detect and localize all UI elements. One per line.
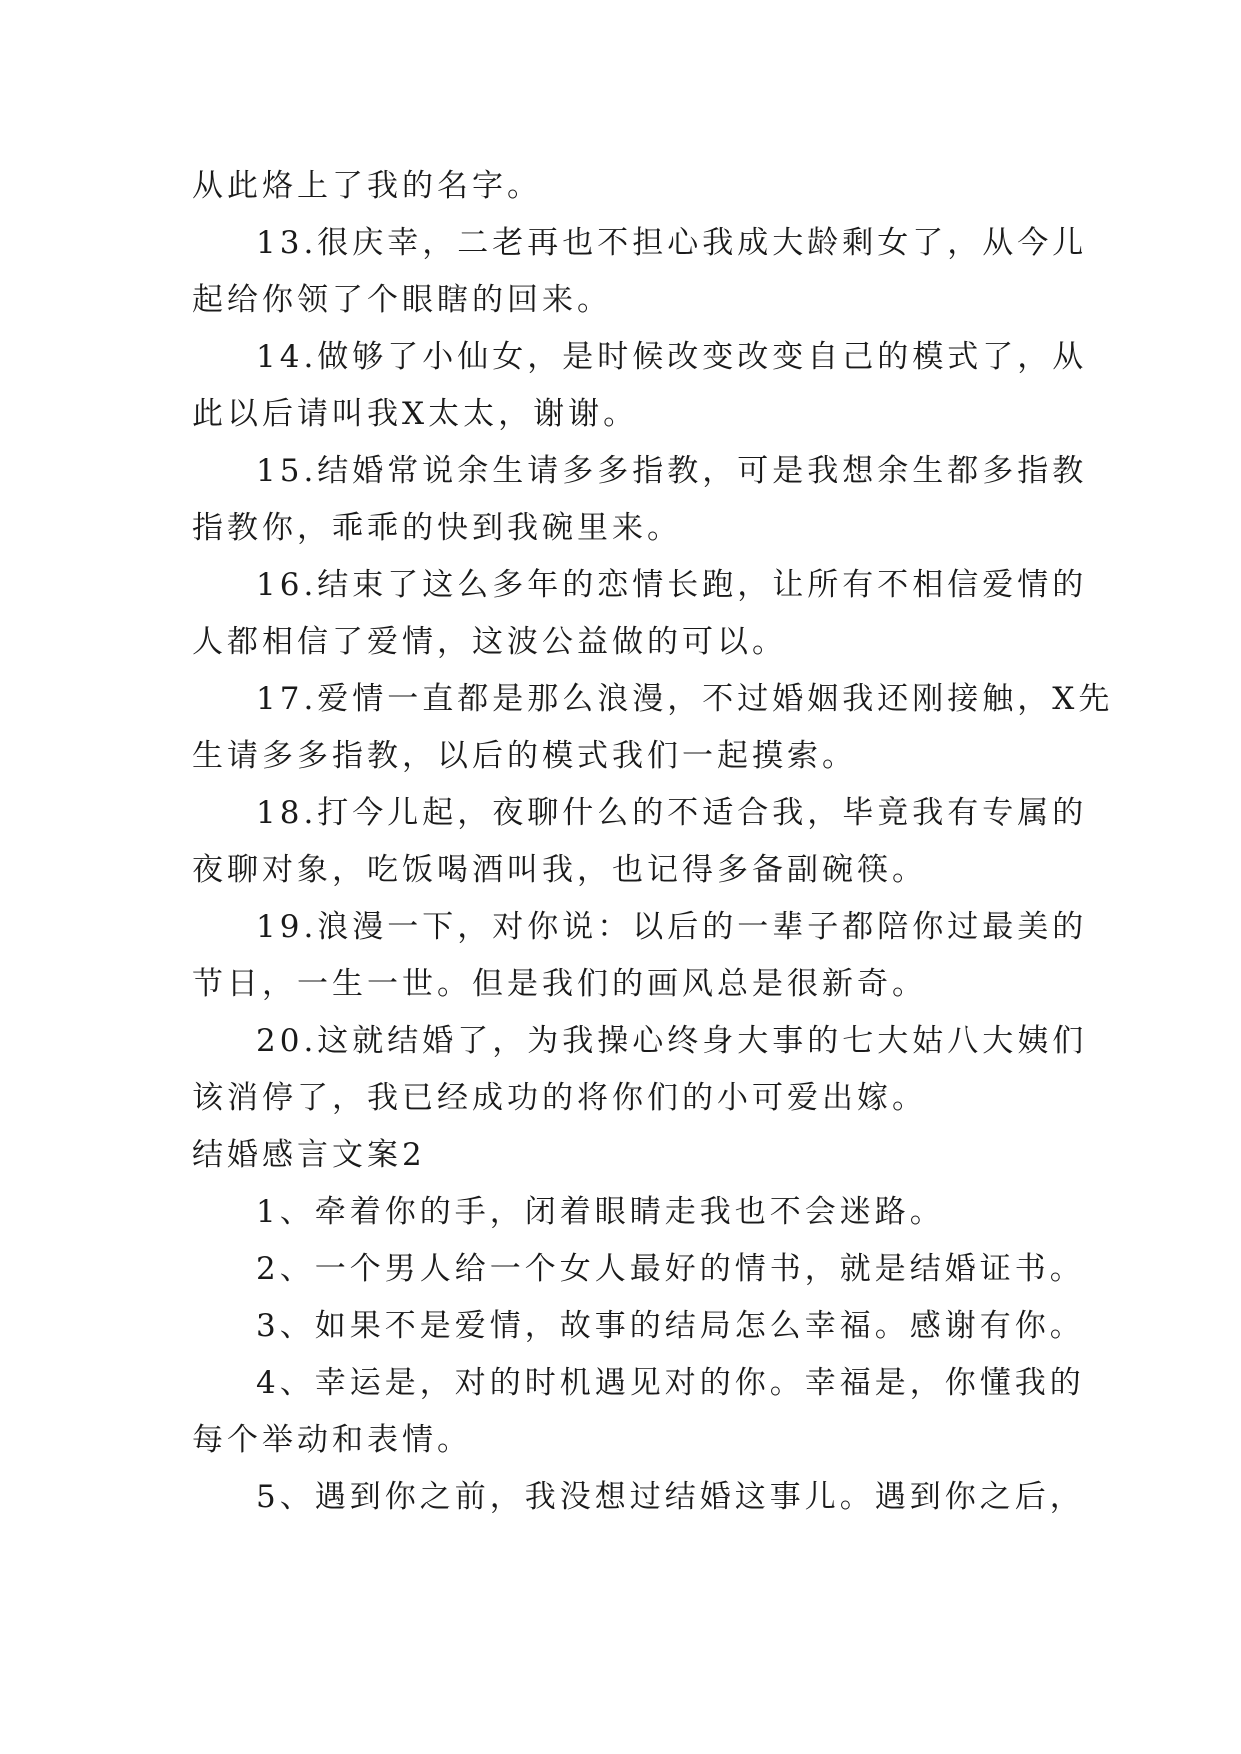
text-line: 节日，一生一世。但是我们的画风总是很新奇。 bbox=[192, 966, 927, 1002]
list-item-2: 2、一个男人给一个女人最好的情书，就是结婚证书。 bbox=[256, 1251, 1085, 1287]
list-item-4: 4、幸运是，对的时机遇见对的你。幸福是，你懂我的 bbox=[256, 1365, 1085, 1401]
document-body bbox=[192, 158, 1114, 1526]
list-item-16: 16.结束了这么多年的恋情长跑，让所有不相信爱情的 bbox=[256, 567, 1088, 603]
list-item-18: 18.打今儿起，夜聊什么的不适合我，毕竟我有专属的 bbox=[256, 795, 1088, 831]
list-item-13: 13.很庆幸，二老再也不担心我成大龄剩女了，从今儿 bbox=[256, 225, 1088, 261]
text-line: 起给你领了个眼瞎的回来。 bbox=[192, 282, 612, 318]
text-line: 此以后请叫我X太太，谢谢。 bbox=[192, 396, 639, 432]
section-heading: 结婚感言文案2 bbox=[192, 1137, 426, 1173]
text-line: 生请多多指教，以后的模式我们一起摸索。 bbox=[192, 738, 857, 774]
text-line: 夜聊对象，吃饭喝酒叫我，也记得多备副碗筷。 bbox=[192, 852, 927, 888]
list-item-20: 20.这就结婚了，为我操心终身大事的七大姑八大姨们 bbox=[256, 1023, 1088, 1059]
text-line: 该消停了，我已经成功的将你们的小可爱出嫁。 bbox=[192, 1080, 927, 1116]
list-item-3: 3、如果不是爱情，故事的结局怎么幸福。感谢有你。 bbox=[256, 1308, 1085, 1344]
list-item-1: 1、牵着你的手，闭着眼睛走我也不会迷路。 bbox=[256, 1194, 945, 1230]
list-item-14: 14.做够了小仙女，是时候改变改变自己的模式了，从 bbox=[256, 339, 1088, 375]
text-line: 每个举动和表情。 bbox=[192, 1422, 472, 1458]
text-line: 人都相信了爱情，这波公益做的可以。 bbox=[192, 624, 787, 660]
text-line: 指教你，乖乖的快到我碗里来。 bbox=[192, 510, 682, 546]
text-line: 从此烙上了我的名字。 bbox=[192, 168, 542, 204]
list-item-17: 17.爱情一直都是那么浪漫，不过婚姻我还刚接触，X先 bbox=[256, 681, 1114, 717]
list-item-19: 19.浪漫一下，对你说：以后的一辈子都陪你过最美的 bbox=[256, 909, 1088, 945]
list-item-5: 5、遇到你之前，我没想过结婚这事儿。遇到你之后， bbox=[256, 1479, 1085, 1515]
list-item-15: 15.结婚常说余生请多多指教，可是我想余生都多指教 bbox=[256, 453, 1088, 489]
